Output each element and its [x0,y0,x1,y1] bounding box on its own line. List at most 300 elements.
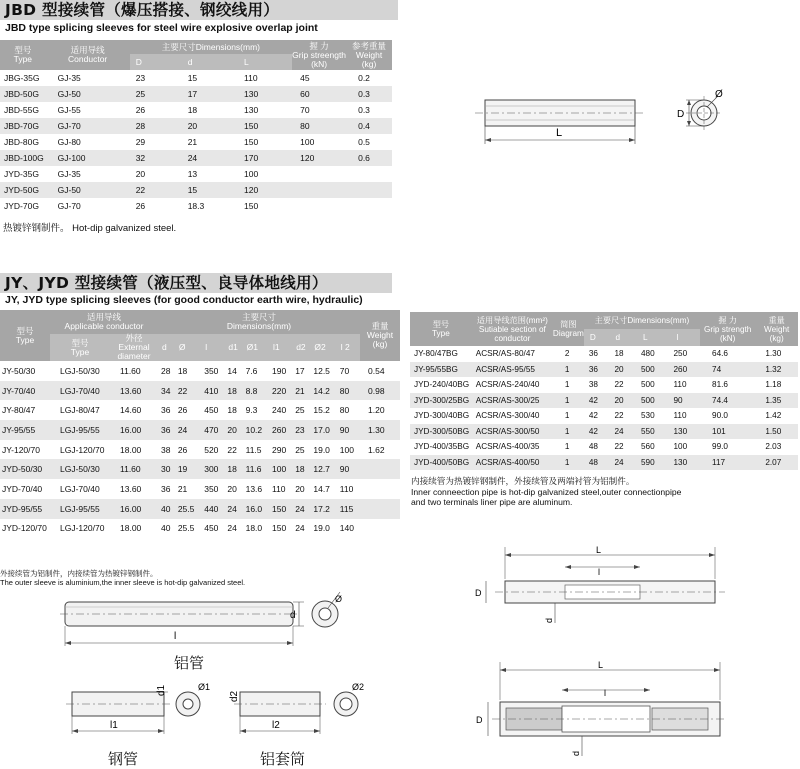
jbd-cell: 18 [180,102,236,118]
jy-h-col-6: d2 [292,334,310,361]
acsr-cell: 18 [609,346,637,362]
acsr-h-L: L [637,329,669,346]
jbd-header-row [0,40,392,54]
jbd-cell: 120 [236,182,292,198]
jy-cell: JY-95/55 [0,420,50,440]
jbd-cell: 32 [130,150,180,166]
jy-cell: 24 [224,499,242,519]
jy-cell: 150 [269,519,292,539]
jy-cell: 14.60 [110,400,158,420]
jy-cell: 28 [158,361,175,381]
jy-subtitle: JY, JYD type splicing sleeves (for good conductor earth wire, hydraulic) [5,294,363,306]
jy-cell: LGJ-70/40 [50,479,110,499]
jy-cell: 18 [224,381,242,401]
jy-cell: 20 [224,420,242,440]
acsr-h-range-en2: conductor [494,333,531,343]
acsr-cell: 1.30 [755,346,798,362]
acsr-cell: JYD-240/40BG [410,377,472,393]
acsr-table-row [410,346,798,362]
jy-note-cn: 外接续管为铝制件，内接续管为热镀锌钢制件。 [0,569,158,578]
jy-cell: 20 [224,479,242,499]
acsr-cell: 2 [553,346,584,362]
jbd-cell: 20 [180,118,236,134]
jbd-h-cond-en: Conductor [68,54,108,64]
jy-cell: 18 [224,400,242,420]
jy-cell: JY-120/70 [0,440,50,460]
jy-cell: LGJ-80/47 [50,400,110,420]
jy-cell: 24 [292,499,310,519]
jy-cell: 0.54 [360,361,400,381]
jy-cell: 8.8 [243,381,269,401]
jy-caption-al-sleeve: 铝套筒 [260,750,306,768]
acsr-h-D: D [584,329,610,346]
acsr-note-cn: 内接续管为热镀锌钢制件，外接续管及两端衬管为铝制件。 [411,476,635,486]
jbd-cell: 15 [180,182,236,198]
jy-title: JY、JYD 型接续管（液压型、良导体地线用） [5,274,328,292]
acsr-cell: ACSR/AS-300/40 [472,408,553,424]
jbd-cell: 70 [292,102,346,118]
jy-h-type-en: Type [15,334,35,345]
jy-cell: 25 [292,400,310,420]
jy-caption-al: 铝管 [174,654,205,672]
acsr-h-grip-cn: 握 力 [718,315,737,325]
acsr-cell: ACSR/AS-300/50 [472,424,553,440]
jy-table-row [0,381,400,401]
acsr-cell: 117 [700,455,755,471]
jy-cell: 14.7 [310,479,336,499]
jy-cell: JY-80/47 [0,400,50,420]
jy-cell: LGJ-120/70 [50,519,110,539]
acsr-cell: 1.18 [755,377,798,393]
jbd-note: 热镀锌钢制件。 Hot-dip galvanized steel. [3,223,177,234]
jy-cell: 300 [201,459,224,479]
jy-h-dims-cn: 主要尺寸 [241,312,276,322]
acsr-table-row [410,439,798,455]
jy-cell: 110 [269,479,292,499]
jbd-D-label: D [677,109,685,120]
acsr-cell: 22 [609,377,637,393]
jy-cell: 410 [201,381,224,401]
jbd-cell: 110 [236,70,292,86]
jbd-cell: JYD-70G [0,198,46,214]
jy-cell: 90 [337,420,360,440]
acsr-cell: 1.35 [755,393,798,409]
acsr-cell: 1 [553,455,584,471]
acsr-cell: 530 [637,408,669,424]
acsr-cell: 2.07 [755,455,798,471]
acsr-d1-l-label: l [598,567,600,577]
jbd-cell: 0.4 [346,118,392,134]
jy-table-row [0,420,400,440]
acsr-d1-D-label: D [475,588,482,598]
jy-table-row [0,459,400,479]
jy-cell: 220 [269,381,292,401]
jy-cell: 90 [337,459,360,479]
jbd-h-dims: 主要尺寸Dimensions(mm) [161,41,261,52]
jbd-cell: GJ-50 [46,182,130,198]
acsr-h-d: d [609,329,637,346]
acsr-cell: 1 [553,439,584,455]
jy-h-col-2: l [201,334,224,361]
jbd-h-weight-unit: (kg) [361,58,377,69]
jy-cell: 19 [175,459,201,479]
jy-cell: 18.00 [110,440,158,460]
acsr-d1-d-label: d [544,617,554,623]
jy-cell: 190 [269,361,292,381]
jbd-h-grip-en: Grip streength [292,49,347,60]
jy-header-row [0,310,400,334]
jy-cell: LGJ-70/40 [50,381,110,401]
jy-cell: LGJ-120/70 [50,440,110,460]
jy-cell [360,479,400,499]
acsr-table-row [410,377,798,393]
jy-cell: LGJ-95/55 [50,420,110,440]
acsr-h-l: l [668,329,700,346]
jbd-cell: 26 [130,198,180,214]
jbd-cell: GJ-80 [46,134,130,150]
jy-cell: 14 [224,361,242,381]
acsr-cell: 480 [637,346,669,362]
jy-cell [360,519,400,539]
acsr-table-row [410,408,798,424]
jy-cell [360,459,400,479]
jy-cell: 18 [292,459,310,479]
jy-cell: 17.2 [310,499,336,519]
jbd-cell: 120 [292,150,346,166]
acsr-cell: 550 [637,424,669,440]
jy-cell: 16.00 [110,420,158,440]
jbd-cell: 22 [130,182,180,198]
jy-cell: 18 [175,361,201,381]
jbd-table-row [0,86,392,102]
jbd-h-L: L [236,54,292,70]
jbd-table-row [0,134,392,150]
jy-h-dims-en: Dimensions(mm) [226,321,292,331]
acsr-note-en2: and two terminals liner pipe are aluminum. [411,497,573,507]
jbd-cell: 0.5 [346,134,392,150]
jy-cell: 20 [292,479,310,499]
jy-note-en: The outer sleeve is aluminium,the inner sleeve is hot-dip galvanized steel. [0,578,246,587]
jy-cell: 17.0 [310,420,336,440]
acsr-cell: 110 [668,408,700,424]
jbd-cell [292,182,346,198]
jy-cell: 18.0 [243,519,269,539]
jy-h-sub-type-en: Type [70,346,90,357]
acsr-h-dims: 主要尺寸Dimensions(mm) [594,316,690,325]
jy-cell: 15.2 [310,400,336,420]
acsr-cell: 36 [584,346,610,362]
jbd-cell: 15 [180,70,236,86]
acsr-diagram-2 [470,660,730,760]
jbd-cell: 29 [130,134,180,150]
jy-cell: JYD-95/55 [0,499,50,519]
jbd-cell: 21 [180,134,236,150]
acsr-cell: 1 [553,362,584,378]
acsr-cell: ACSR/AS-95/55 [472,362,553,378]
acsr-note-en1: Inner conneection pipe is hot-dip galvanized steel,outer connectionpipe [411,486,682,497]
jy-h-weight-unit: (kg) [372,339,388,349]
jbd-table-row [0,166,392,182]
jy-cell: 70 [337,361,360,381]
jbd-cell: 150 [236,134,292,150]
jy-cell: LGJ-95/55 [50,499,110,519]
jy-table [0,310,400,538]
jy-cell: 80 [337,400,360,420]
jbd-cell: GJ-70 [46,198,130,214]
acsr-d1-L-label: L [596,545,602,555]
jy-cell: JY-70/40 [0,381,50,401]
jy-h-col-8: l 2 [337,334,360,361]
jy-cell: 1.20 [360,400,400,420]
jbd-h-D: D [130,54,180,70]
jbd-cell: JBD-80G [0,134,46,150]
jbd-cell [292,166,346,182]
jbd-cell [346,182,392,198]
jy-cell: 11.60 [110,361,158,381]
jy-table-row [0,479,400,499]
acsr-cell: 36 [584,362,610,378]
jbd-cell: 25 [130,86,180,102]
jy-table-row [0,440,400,460]
jbd-cell: 45 [292,70,346,86]
jbd-cell: 23 [130,70,180,86]
acsr-d2-L-label: L [598,660,604,670]
jy-cell: 18.00 [110,519,158,539]
jbd-cell: JYD-50G [0,182,46,198]
acsr-cell: 1 [553,393,584,409]
acsr-cell: 500 [637,377,669,393]
jy-cell: 17 [292,361,310,381]
acsr-h-range-cn: 适用导线范围(mm²) [476,315,548,325]
jbd-cell: 130 [236,86,292,102]
jbd-cell: JYD-35G [0,166,46,182]
jbd-cell: 17 [180,86,236,102]
acsr-cell: 560 [637,439,669,455]
jbd-diagram [460,80,760,160]
jy-cell [360,499,400,519]
acsr-cell: 590 [637,455,669,471]
jy-cell: 290 [269,440,292,460]
jy-cell: 19.0 [310,440,336,460]
jy-cell: 22 [175,381,201,401]
jbd-phi-label: Ø [715,89,723,100]
acsr-h-type-en: Type [432,329,450,338]
acsr-cell: JYD-300/50BG [410,424,472,440]
jy-table-row [0,499,400,519]
jy-title-bar [0,273,392,293]
acsr-cell: 81.6 [700,377,755,393]
jy-cell: 11.60 [110,459,158,479]
jbd-table-row [0,70,392,86]
acsr-cell: 90 [668,393,700,409]
jy-cell: 24 [292,519,310,539]
jy-cell: 13.60 [110,479,158,499]
jbd-cell: 18.3 [180,198,236,214]
jbd-title-bar [0,0,398,20]
acsr-cell: 24 [609,424,637,440]
jbd-cell [292,198,346,214]
acsr-cell: 130 [668,424,700,440]
jy-h-weight-cn: 重量 [371,321,389,331]
jy-table-row [0,519,400,539]
acsr-cell: 1 [553,408,584,424]
jbd-cell: GJ-50 [46,86,130,102]
jy-cell: 36 [158,400,175,420]
acsr-cell: 500 [637,362,669,378]
acsr-cell: ACSR/AS-300/25 [472,393,553,409]
acsr-cell: JYD-400/50BG [410,455,472,471]
acsr-cell: 250 [668,346,700,362]
jy-cell: 100 [337,440,360,460]
acsr-h-grip-unit: (kN) [719,333,736,343]
jbd-cell: 150 [236,198,292,214]
acsr-diagram-1 [470,545,730,625]
acsr-cell: 74.4 [700,393,755,409]
jbd-cell: 100 [236,166,292,182]
jy-cell: 34 [158,381,175,401]
acsr-cell: ACSR/AS-400/35 [472,439,553,455]
jy-cell: 26 [175,400,201,420]
acsr-cell: 64.6 [700,346,755,362]
jy-cell: 16.0 [243,499,269,519]
jy-cell: 1.30 [360,420,400,440]
jy-l1-label: l1 [110,720,118,731]
jy-h-ext-en1: External [118,342,150,352]
jy-h-col-1: Ø [175,334,201,361]
jy-cell: 110 [337,479,360,499]
jy-phi2-label: Ø2 [352,682,365,692]
jbd-cell: 170 [236,150,292,166]
acsr-cell: 48 [584,439,610,455]
acsr-cell: 1.32 [755,362,798,378]
jbd-h-grip-unit: (kN) [311,58,328,69]
jy-cell: 19.0 [310,519,336,539]
acsr-h-weight-en: Weight [764,324,790,334]
acsr-cell: 42 [584,393,610,409]
jy-cell: 7.6 [243,361,269,381]
jbd-cell: JBG-35G [0,70,46,86]
jy-cell: 21 [175,479,201,499]
jy-cell: 260 [269,420,292,440]
acsr-table-row [410,424,798,440]
jbd-h-type-cn: 型号 [14,45,32,55]
acsr-cell: 101 [700,424,755,440]
jy-h-type-cn: 型号 [16,325,34,336]
jy-cell: 12.5 [310,361,336,381]
acsr-d2-l-label: l [604,688,606,698]
jy-phi1-label: Ø1 [198,682,211,692]
jy-cell: 80 [337,381,360,401]
jy-cell: 14.2 [310,381,336,401]
acsr-cell: 24 [609,455,637,471]
jbd-table-row [0,198,392,214]
jbd-cell: 13 [180,166,236,182]
jy-al-sleeve-diagram [228,682,378,742]
jy-steel-pipe-diagram [60,682,220,742]
jbd-table-row [0,150,392,166]
acsr-cell: JY-80/47BG [410,346,472,362]
acsr-d2-D-label: D [476,715,483,725]
jy-cell: 350 [201,479,224,499]
acsr-cell: 22 [609,439,637,455]
jy-cell: 470 [201,420,224,440]
acsr-table-row [410,362,798,378]
jbd-cell: 60 [292,86,346,102]
acsr-cell: 130 [668,455,700,471]
jbd-cell: JBD-70G [0,118,46,134]
acsr-d2-d-label: d [571,750,581,756]
jy-phi-label: Ø [335,594,343,604]
acsr-h-diag-en: Diagram [552,329,584,338]
jy-caption-steel: 钢管 [108,750,139,768]
jbd-table-row [0,102,392,118]
acsr-cell: JYD-300/25BG [410,393,472,409]
jy-cell: 26 [175,440,201,460]
jy-h-cond-cn: 适用导线 [86,312,121,322]
jy-cell: 12.7 [310,459,336,479]
jy-h-ext-en2: diameter [117,351,151,361]
jbd-cell [346,166,392,182]
jbd-cell: 150 [236,118,292,134]
jy-cell: JYD-50/30 [0,459,50,479]
jy-h-col-7: Ø2 [310,334,336,361]
acsr-h-grip-en: Grip strength [704,324,752,334]
acsr-h-range-en1: Sutiable section of [478,324,546,334]
jbd-cell: GJ-55 [46,102,130,118]
acsr-cell: 1 [553,377,584,393]
acsr-cell: 22 [609,408,637,424]
jy-cell: 23 [292,420,310,440]
jy-cell: 140 [337,519,360,539]
acsr-cell: JY-95/55BG [410,362,472,378]
jy-cell: 0.98 [360,381,400,401]
jy-cell: 115 [337,499,360,519]
jy-cell: 13.60 [110,381,158,401]
jy-h-cond-en: Applicable conductor [64,321,144,331]
jbd-title: JBD 型接续管（爆压搭接、钢绞线用） [5,1,280,19]
jy-cell: 36 [158,420,175,440]
jy-cell: JY-50/30 [0,361,50,381]
acsr-cell: 1.42 [755,408,798,424]
jy-cell: 100 [269,459,292,479]
acsr-cell: 260 [668,362,700,378]
acsr-cell: ACSR/AS-80/47 [472,346,553,362]
acsr-cell: 42 [584,408,610,424]
jy-cell: 36 [158,479,175,499]
jy-cell: 350 [201,361,224,381]
jbd-cell [346,198,392,214]
jy-cell: 11.5 [243,440,269,460]
jbd-cell: 28 [130,118,180,134]
jy-table-row [0,361,400,381]
jy-cell: 240 [269,400,292,420]
jbd-cell: 80 [292,118,346,134]
jy-h-sub-type-cn: 型号 [71,337,89,348]
acsr-cell: 100 [668,439,700,455]
jy-cell: 16.00 [110,499,158,519]
jy-l2-label: l2 [272,720,280,731]
jbd-cell: JBD-50G [0,86,46,102]
acsr-h-weight-unit: (kg) [769,333,784,343]
jy-cell: LGJ-50/30 [50,459,110,479]
jy-cell: 25.5 [175,499,201,519]
jbd-cell: GJ-35 [46,70,130,86]
jy-cell: 450 [201,400,224,420]
acsr-cell: 74 [700,362,755,378]
jy-cell: 25 [292,440,310,460]
jy-cell: 10.2 [243,420,269,440]
acsr-cell: 20 [609,393,637,409]
